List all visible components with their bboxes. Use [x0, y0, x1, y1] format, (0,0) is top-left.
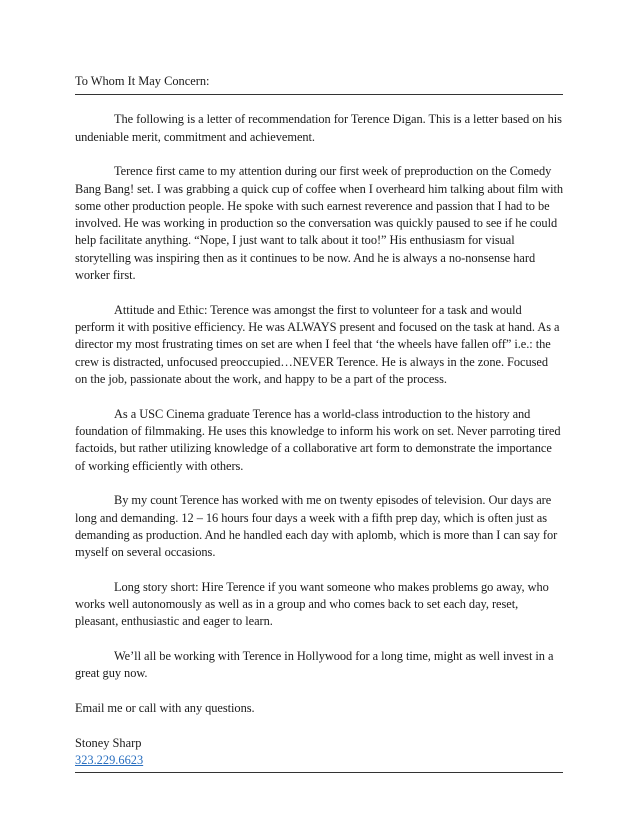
- salutation: To Whom It May Concern:: [75, 74, 210, 88]
- bottom-divider: [75, 772, 563, 773]
- contact-line: Email me or call with any questions.: [75, 701, 255, 716]
- letter-body: [75, 111, 563, 769]
- paragraph-education: As a USC Cinema graduate Terence has a world-class introduction to the history and foundation of filmmaking. He uses this knowledge to inform his work on set. Never parroting tired factoids, but rather utilizing knowledge of a collaborative art form to demonstrate the importance of working efficiently with others.: [75, 406, 561, 473]
- paragraph-experience: By my count Terence has worked with me on twenty episodes of television. Our days are long and demanding. 12 – 16 hours four days a week with a fifth prep day, which is often just as demanding as production. And he handled each day with aplomb, which is more than I can say for myself on several occasions.: [75, 493, 558, 560]
- paragraph-attitude: Attitude and Ethic: Terence was amongst the first to volunteer for a task and would perform it with positive efficiency. He was ALWAYS present and focused on the task at hand. As a director my most frustrating times on set are when I feel that ‘the wheels have fallen off” i.e.: the crew is distracted, unfocused preoccupied…NEVER Terence. He is always in the zone. Focused on the job, passionate about the work, and happy to be a part of the process.: [75, 302, 560, 386]
- phone-link[interactable]: 323.229.6623: [75, 753, 144, 768]
- signature-block: [75, 735, 563, 770]
- paragraph-closing: We’ll all be working with Terence in Hollywood for a long time, might as well invest in a great guy now.: [75, 649, 554, 681]
- top-divider: [75, 94, 563, 95]
- paragraph-first-meeting: Terence first came to my attention during our first week of preproduction on the Comedy Bang Bang! set. I was grabbing a quick cup of coffee when I overheard him talking about film with some other production people. He spoke with such earnest reverence and passion that I had to be involved. He was working in production so the conversation was quickly paused to see if he could help facilitate anything. “Nope, I just want to talk about it too!” His enthusiasm for visual storytelling was inspiring then as it continues to be now. And he is always a no-nonsense hard worker first.: [75, 164, 563, 283]
- letter-page: [75, 73, 563, 773]
- paragraph-summary: Long story short: Hire Terence if you want someone who makes problems go away, who works well autonomously as well as in a group and who comes back to set each day, reset, pleasant, enthusiastic and eager to learn.: [75, 579, 549, 629]
- paragraph-intro: The following is a letter of recommendation for Terence Digan. This is a letter based on his undeniable merit, commitment and achievement.: [75, 112, 562, 144]
- signer-name: Stoney Sharp: [75, 735, 142, 750]
